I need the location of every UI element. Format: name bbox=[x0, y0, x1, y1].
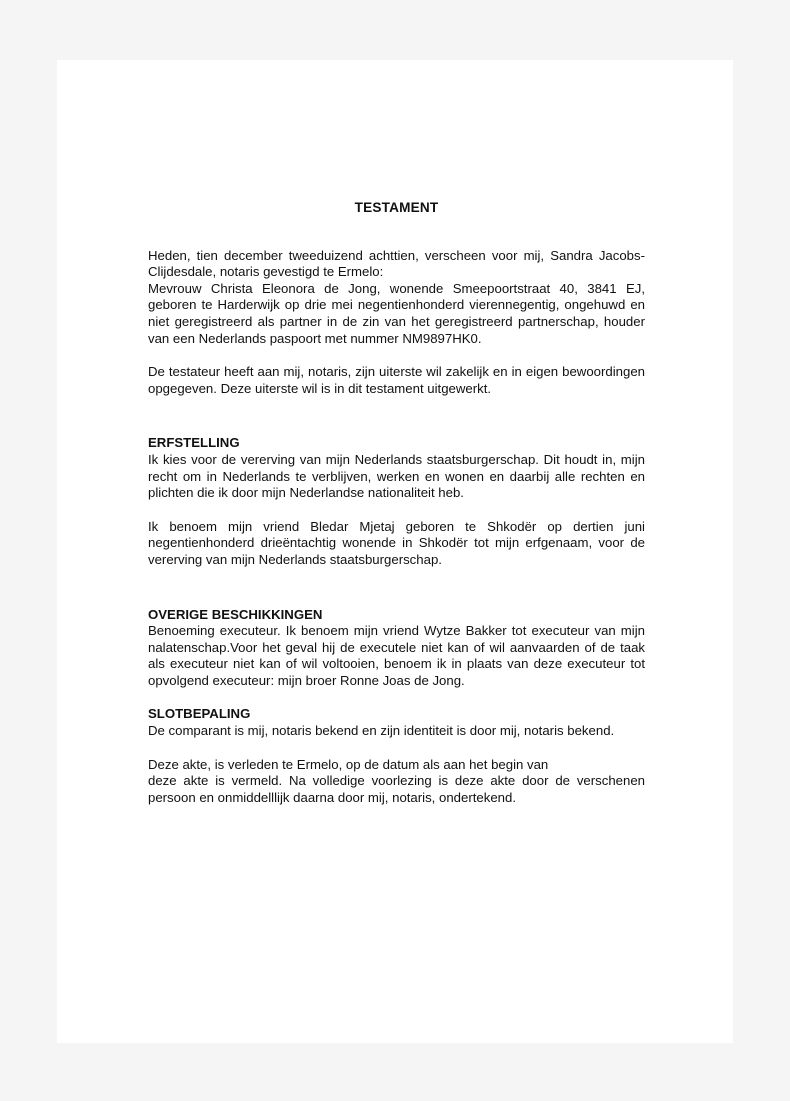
slotbepaling-paragraph: De comparant is mij, notaris bekend en zijn identiteit is door mij, notaris bekend. bbox=[148, 723, 615, 739]
intro-paragraph: Heden, tien december tweeduizend achttien, verscheen voor mij, Sandra Jacobs-Clijdesdale, notaris gevestigd te Ermelo: Mevrouw Christa Eleonora de Jong, wonende Smeepoortstraat 40, 3841 EJ, geboren te Harderwijk op drie mei negentienhonderd vierennegentig, ongehuwd en niet geregistreerd als partner in de zin van het geregistreerd partnerschap, houder van een Nederlands paspoort met nummer NM9897HK0. bbox=[148, 247, 645, 346]
erfstelling-paragraph-1: Ik kies voor de vererving van mijn Nederlands staatsburgerschap. Dit houdt in, mijn recht om in Nederlands te verblijven, werken en wonen en daarbij alle rechten en plichten die ik door mijn Nederlandse nationaliteit heb. bbox=[148, 451, 645, 501]
overige-beschikkingen-paragraph: Benoeming executeur. Ik benoem mijn vriend Wytze Bakker tot executeur van mijn nalatenschap.Voor het geval hij de executele niet kan of wil aanvaarden of de taak als executeur niet kan of wil voltooien, benoem ik in plaats van deze executeur tot opvolgend executeur: mijn broer Ronne Joas de Jong. bbox=[148, 623, 645, 688]
document-page bbox=[57, 60, 733, 1043]
document-title: TESTAMENT bbox=[354, 200, 439, 215]
heading-erfstelling: ERFSTELLING bbox=[148, 435, 240, 451]
declaration-paragraph: De testateur heeft aan mij, notaris, zijn uiterste wil zakelijk en in eigen bewoordingen opgegeven. Deze uiterste wil is in dit testament uitgewerkt. bbox=[148, 364, 645, 396]
heading-slotbepaling: SLOTBEPALING bbox=[148, 706, 251, 722]
document-body bbox=[148, 200, 645, 806]
closing-paragraph: Deze akte, is verleden te Ermelo, op de datum als aan het begin van deze akte is vermeld. Na volledige voorlezing is deze akte door de verschenen persoon en onmiddelllijk daarna door mij, notaris, ondertekend. bbox=[148, 756, 645, 805]
erfstelling-paragraph-2: Ik benoem mijn vriend Bledar Mjetaj geboren te Shkodër op dertien juni negentienhonderd drieëntachtig wonende in Shkodër tot mijn erfgenaam, voor de vererving van mijn Nederlands staatsburgerschap. bbox=[148, 518, 645, 567]
heading-overige-beschikkingen: OVERIGE BESCHIKKINGEN bbox=[148, 606, 323, 622]
